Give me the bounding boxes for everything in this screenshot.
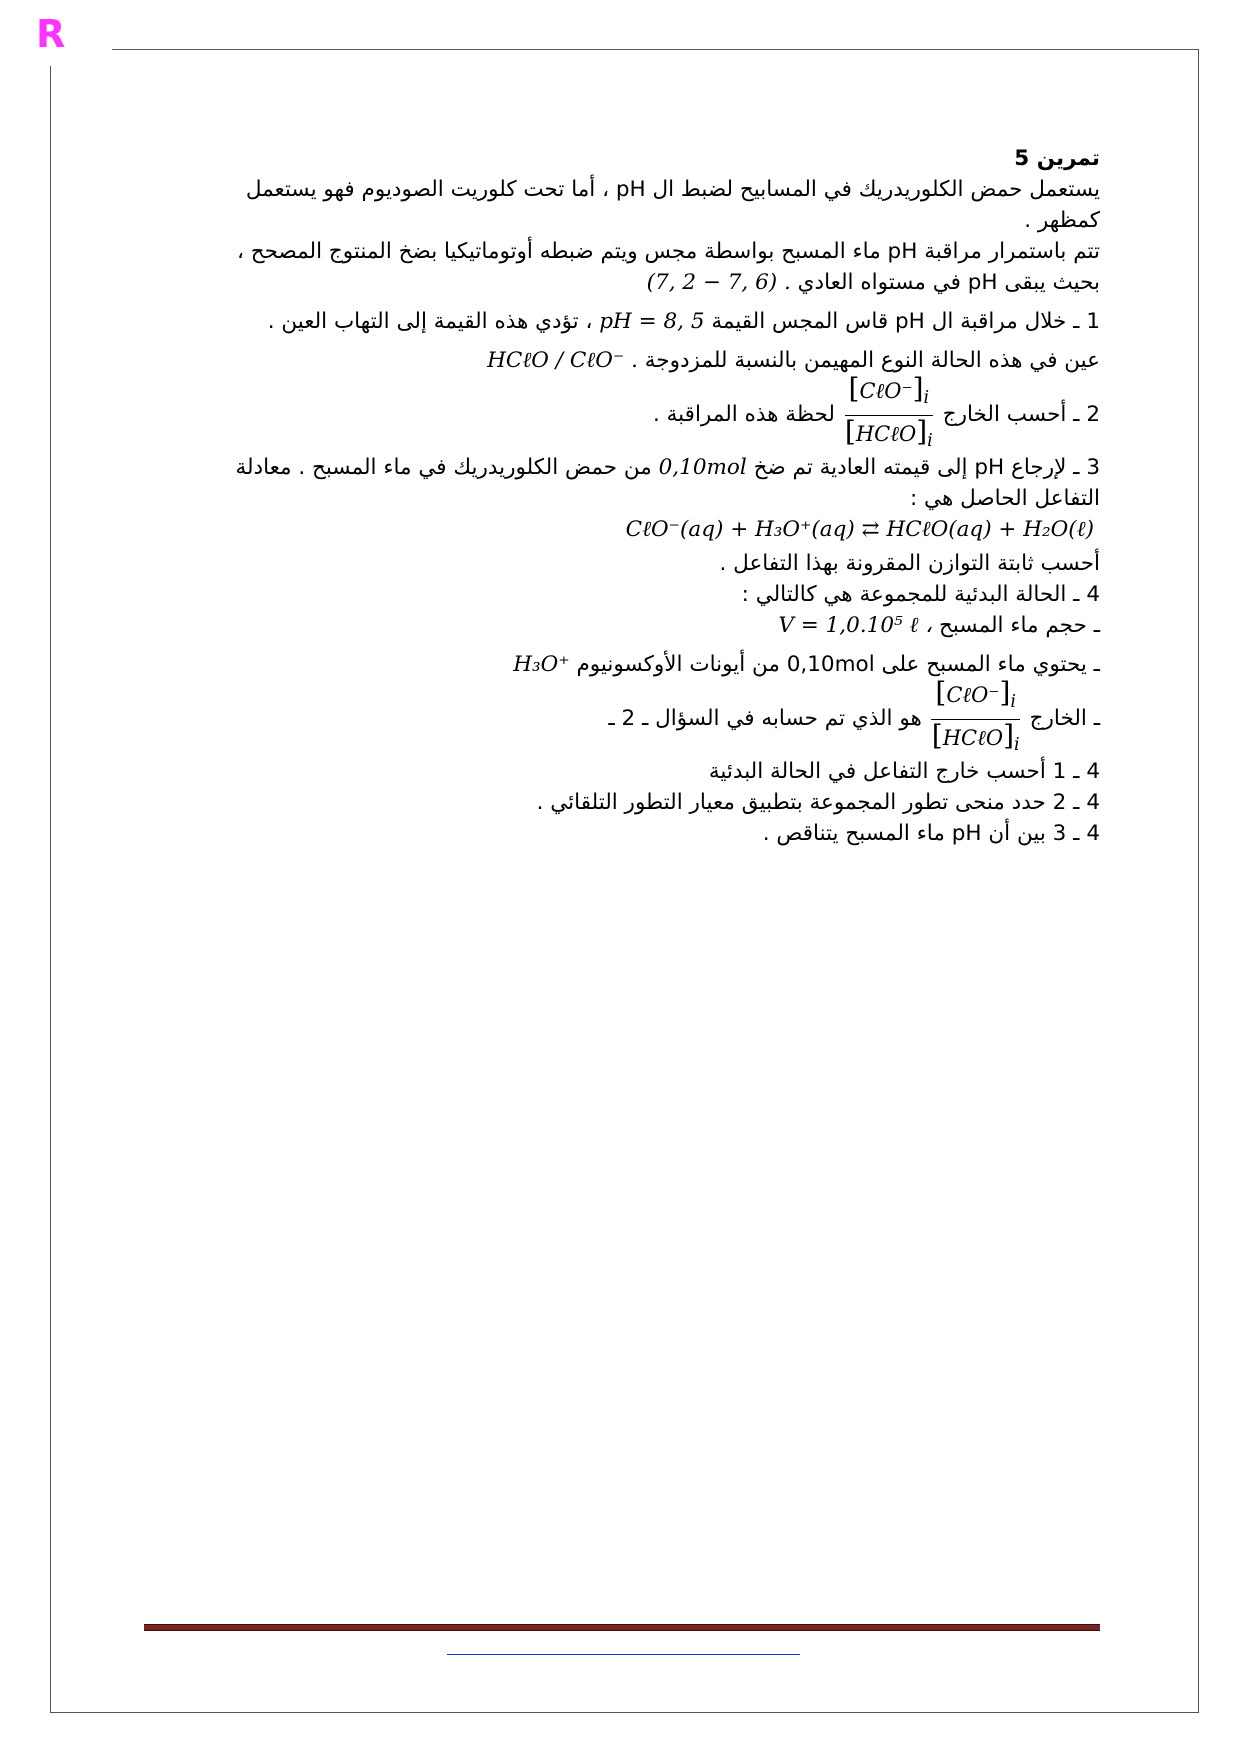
question-4-volume xyxy=(180,611,1100,642)
question-4-volume-text: ـ حجم ماء المسبح xyxy=(939,613,1100,638)
intro-line-1: يستعمل حمض الكلوريدريك في المسابيح لضبط ال pH ، أما تحت كلوريت الصوديوم فهو يستعمل xyxy=(245,177,1100,202)
normal-ph-range: (7, 2 − 7, 6) . xyxy=(646,270,791,295)
reaction-equation: CℓO⁻(aq) + H₃O⁺(aq) ⇄ HCℓO(aq) + H₂O(ℓ) xyxy=(625,517,1094,542)
ratio-numerator-sub: i xyxy=(923,388,930,409)
measured-ph: pH = 8, 5 xyxy=(599,309,705,334)
acid-quantity: 0,10mol xyxy=(658,455,747,480)
ratio-denominator-sub: i xyxy=(927,430,933,451)
intro-line-4 xyxy=(180,268,1100,299)
question-1 xyxy=(180,307,1100,338)
question-1-b xyxy=(180,346,1100,377)
ratio-2-denominator-sub: i xyxy=(1014,734,1020,755)
question-3-line-2: التفاعل الحاصل هي : xyxy=(909,486,1100,511)
ratio-numerator: CℓO⁻ xyxy=(859,379,913,404)
ratio-2-numerator-sub: i xyxy=(1010,692,1017,713)
logo: R xyxy=(36,12,66,56)
question-4-ratio-text-a: ـ الخارج xyxy=(1029,706,1100,731)
question-4-ions-text: ـ يحتوي ماء المسبح على 0,10mol من أيونات الأوكسونيوم xyxy=(576,652,1100,677)
reaction-equation-line xyxy=(180,515,1100,549)
question-1-b-text: عين في هذه الحالة النوع المهيمن بالنسبة للمزدوجة xyxy=(644,348,1100,373)
page-frame-bottom xyxy=(50,1712,1199,1713)
oxonium-ion: H₃O⁺ xyxy=(513,652,570,677)
page-frame-right xyxy=(1198,49,1199,1713)
question-4-1: 4 ـ 1 أحسب خارج التفاعل في الحالة البدئية xyxy=(708,759,1100,784)
intro-line-2: كمظهر . xyxy=(1024,208,1100,233)
ratio-2-denominator: HCℓO xyxy=(942,725,1004,750)
page-frame-left xyxy=(50,66,51,1713)
question-4-2: 4 ـ 2 حدد منحى تطور المجموعة بتطبيق معيار التطور التلقائي . xyxy=(536,790,1100,815)
concentration-ratio: $\frac{[C\ell O^-]_i}{[HC\ell O]_i}$ xyxy=(844,372,933,451)
ratio-denominator: HCℓO xyxy=(855,421,917,446)
question-1-text-a: 1 ـ خلال مراقبة ال pH قاس المجس القيمة xyxy=(711,309,1100,334)
question-2-text-b: لحظة هذه المراقبة . xyxy=(652,402,835,427)
question-2-text-a: 2 ـ أحسب الخارج xyxy=(942,402,1100,427)
question-3-text-b: من حمض الكلوريدريك في ماء المسبح . معادلة xyxy=(235,455,652,480)
question-3-line-3: أحسب ثابتة التوازن المقرونة بهذا التفاعل . xyxy=(719,551,1100,576)
ratio-2-numerator: CℓO⁻ xyxy=(946,683,1000,708)
question-1-text-b: ، تؤدي هذه القيمة إلى التهاب العين . xyxy=(267,309,593,334)
intro-line-3: تتم باستمرار مراقبة pH ماء المسبح بواسطة مجس ويتم ضبطه أوتوماتيكيا بضخ المنتوج المصحح ، xyxy=(236,239,1100,264)
question-4-intro: 4 ـ الحالة البدئية للمجموعة هي كالتالي : xyxy=(741,582,1100,607)
pool-volume: V = 1,0.10⁵ ℓ ، xyxy=(778,613,933,638)
intro-line-4-text: بحيث يبقى pH في مستواه العادي xyxy=(797,270,1100,295)
question-4-ratio-text-b: هو الذي تم حسابه في السؤال ـ 2 ـ xyxy=(608,706,922,731)
exercise-content xyxy=(180,144,1100,850)
question-4-ratio xyxy=(180,676,1100,757)
question-2 xyxy=(180,372,1100,453)
question-3-text-a: 3 ـ لإرجاع pH إلى قيمته العادية تم ضخ xyxy=(753,455,1100,480)
concentration-ratio-2: $\frac{[C\ell O^-]_i}{[HC\ell O]_i}$ xyxy=(931,676,1020,755)
question-3 xyxy=(180,453,1100,484)
page-frame-top xyxy=(112,49,1199,50)
question-4-3: 4 ـ 3 بين أن pH ماء المسبح يتناقص . xyxy=(762,821,1100,846)
question-4-ions xyxy=(180,650,1100,681)
footer-link-underline[interactable] xyxy=(447,1654,800,1655)
acid-base-couple: HCℓO / CℓO⁻ . xyxy=(487,348,638,373)
footer-rule xyxy=(144,1624,1100,1631)
exercise-title: تمرين 5 xyxy=(1014,146,1100,171)
